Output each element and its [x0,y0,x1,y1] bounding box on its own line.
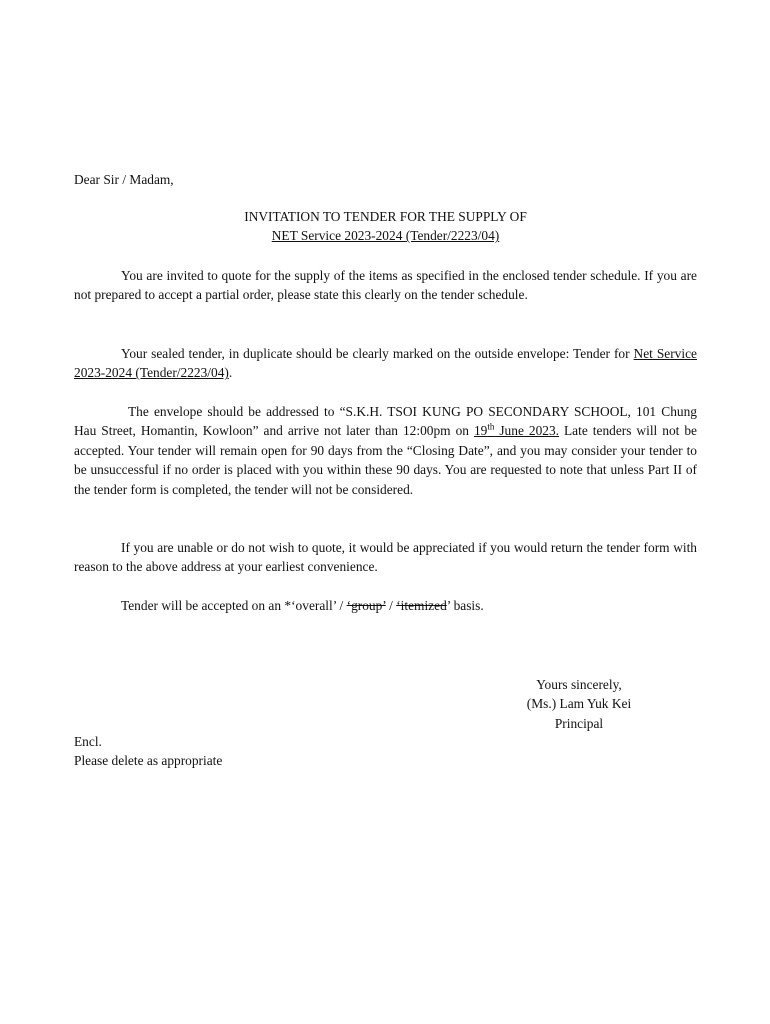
basis-prefix: Tender will be accepted on an *‘overall’ / [121,598,347,613]
signatory-title: Principal [554,715,604,731]
delete-note: Please delete as appropriate [74,753,223,769]
heading-tender-ref: NET Service 2023-2024 (Tender/2223/04) [271,228,500,244]
envelope-text-1: The envelope should be addressed to “S.K.H. TSOI KUNG PO SECONDARY SCHOOL, 101 Chung Hau Street, Homantin, Kowloon” and arrive not later than 12:00pm on [74,404,697,439]
paragraph-basis [74,596,697,615]
enclosure-note: Encl. [74,734,102,749]
envelope-text-2: Late tenders will not be accepted. Your tender will remain open for 90 days from the “Closing Date”, and you may consider your tender to be unsuccessful if no order is placed with you within these 90 days. You are requested to note that unless Part II of the tender form is completed, the tender will not be considered. [74,423,697,497]
signatory-name: (Ms.) Lam Yuk Kei [526,696,632,712]
basis-separator: / [385,598,397,613]
sealed-tender-ref: Net Service 2023-2024 (Tender/2223/04) [74,346,697,381]
basis-suffix: ’ basis. [446,598,484,613]
paragraph-envelope-address [74,402,697,499]
signature-block [504,675,654,733]
closing-date-rest: June 2023. [494,423,560,439]
salutation: Dear Sir / Madam, [74,172,174,187]
closing-date-suffix: th [487,421,495,432]
paragraph-invitation: You are invited to quote for the supply of the items as specified in the enclosed tender schedule. If you are not prepared to accept a partial order, please state this clearly on the tender schedule. [74,268,697,303]
letter-footer [74,732,697,771]
paragraph-unable-to-quote: If you are unable or do not wish to quote, it would be appreciated if you would return the tender form with reason to the above address at your earliest convenience. [74,540,697,575]
basis-option-group: ‘group’ [346,598,386,613]
sealed-tender-end: . [228,365,233,381]
paragraph-sealed-tender [74,344,697,383]
letter-heading [74,207,697,246]
closing-date-day: 19 [473,423,488,439]
heading-title: INVITATION TO TENDER FOR THE SUPPLY OF [244,209,527,224]
sealed-tender-text: Your sealed tender, in duplicate should be clearly marked on the outside envelope: Tender for [121,346,634,361]
basis-option-itemized: ‘itemized [396,598,447,613]
closing-phrase: Yours sincerely, [536,677,622,692]
closing-date [474,423,559,438]
